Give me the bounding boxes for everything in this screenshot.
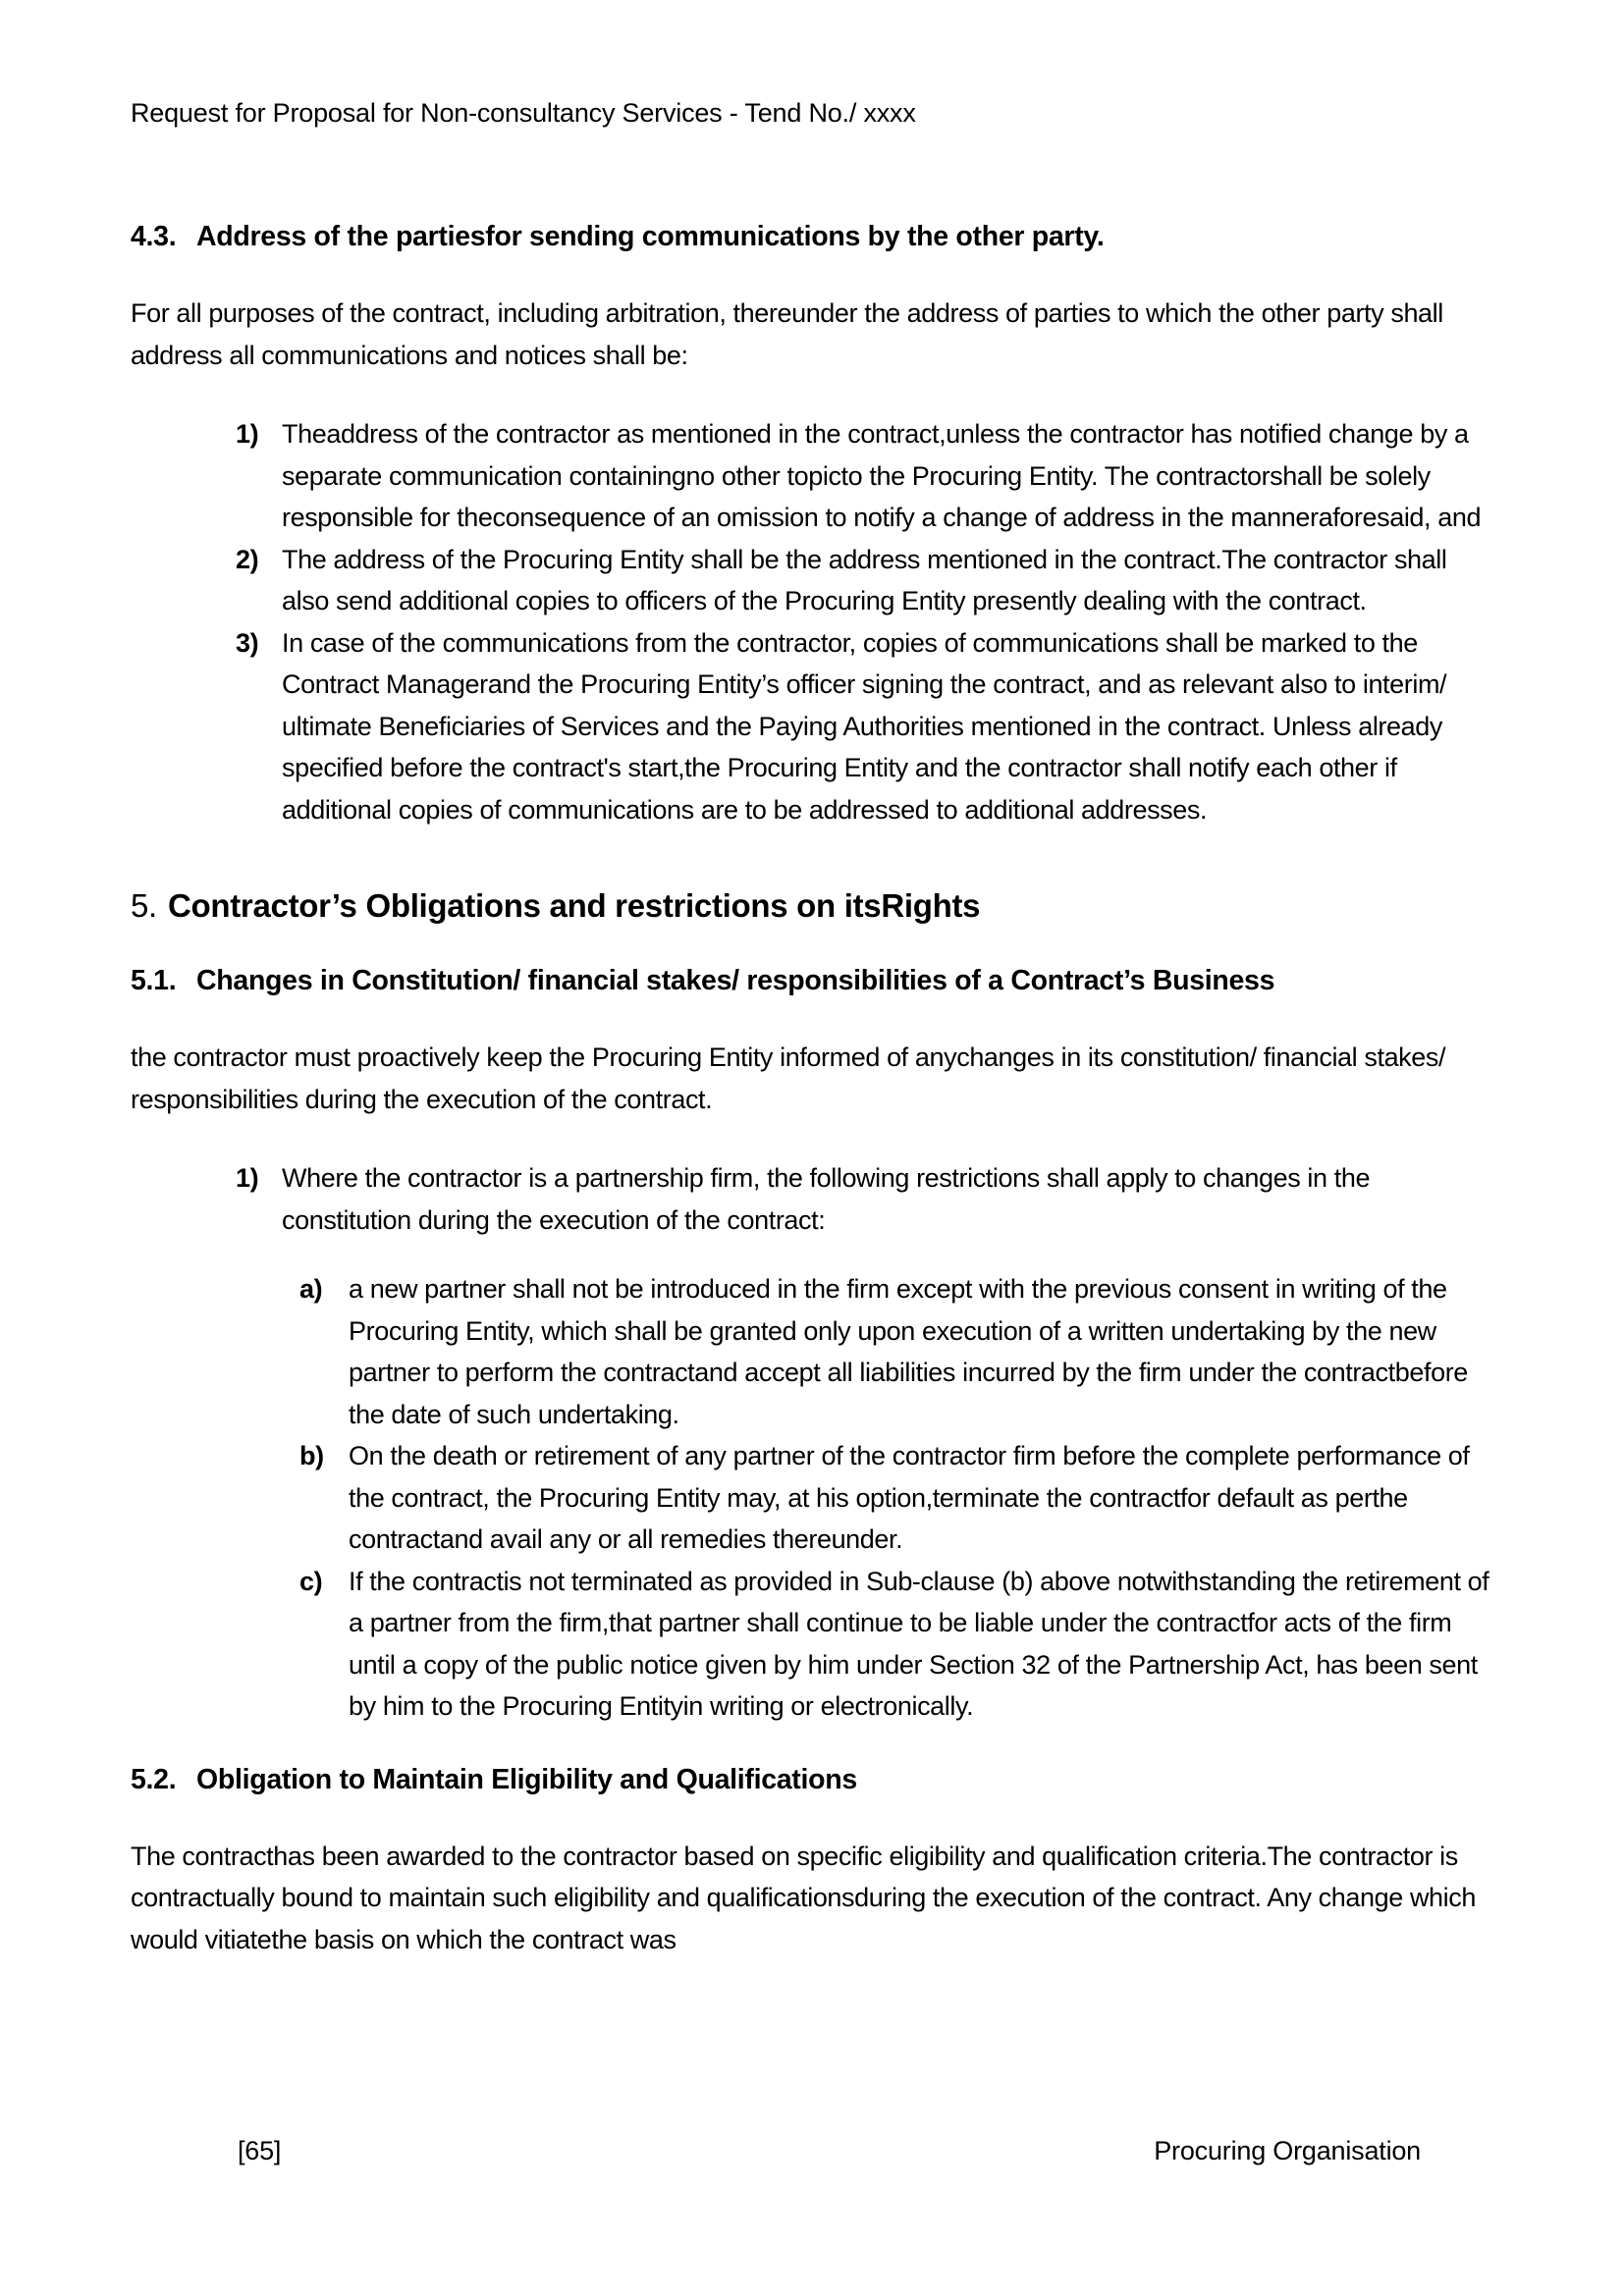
section-heading-5-1 (131, 962, 1494, 999)
numbered-list-5-1 (131, 1157, 1494, 1241)
heading-title: Address of the partiesfor sending communications by the other party. (196, 221, 1105, 252)
list-item (236, 539, 1494, 622)
list-item (299, 1268, 1494, 1435)
list-item-text: On the death or retirement of any partner of the contractor firm before the complete performance of the contract, the Procuring Entity may, at his option,terminate the contractfor default as perthe contractand avail any or all remedies thereunder. (349, 1441, 1470, 1554)
heading-number: 5.1. (131, 965, 177, 996)
list-item-text: a new partner shall not be introduced in the firm except with the previous consent in writing of the Procuring Entity, which shall be granted only upon execution of a written undertaking by the new partner to perform the contractand accept all liabilities incurred by the firm under the contractbefore the date of such undertaking. (349, 1274, 1468, 1429)
list-marker: 3) (236, 627, 259, 658)
section-heading-5-2 (131, 1761, 1494, 1798)
list-item-text: In case of the communications from the contractor, copies of communications shall be marked to the Contract Managerand the Procuring Entity’s officer signing the contract, and as relevant also to interim/ ultimate Beneficiaries of Services and the Paying Authorities mentioned in the contract. Unless already specified before the contract's start,the Procuring Entity and the contractor shall notify each other if additional copies of communications are to be addressed to additional addresses. (282, 627, 1447, 825)
chapter-heading-5 (131, 885, 1494, 927)
heading-number: 4.3. (131, 221, 177, 252)
heading-number: 5. (131, 887, 157, 924)
list-marker: 1) (236, 419, 259, 449)
list-item-text: If the contractis not terminated as provided in Sub-clause (b) above notwithstanding the retirement of a partner from the firm,that partner shall continue to be liable under the contractfor acts of the firm until a copy of the public notice given by him under Section 32 of the Partnership Act, has been sent by him to the Procuring Entityin writing or electronically. (349, 1566, 1489, 1721)
paragraph-5-1-intro: the contractor must proactively keep the Procuring Entity informed of anychanges in its constitution/ financial stakes/ responsibilities during the execution of the contract. (131, 1042, 1446, 1114)
lettered-sublist-5-1 (131, 1268, 1494, 1728)
footer-organisation: Procuring Organisation (1154, 2136, 1421, 2165)
heading-title: Obligation to Maintain Eligibility and Qualifications (196, 1763, 857, 1795)
page-header-text: Request for Proposal for Non-consultancy Services - Tend No./ xxxx (131, 98, 916, 128)
list-marker: a) (299, 1274, 323, 1304)
heading-number: 5.2. (131, 1763, 177, 1795)
list-item-text: The address of the Procuring Entity shall be the address mentioned in the contract.The contractor shall also send additional copies to officers of the Procuring Entity presently dealing with the contract. (282, 544, 1447, 615)
heading-title: Contractor’s Obligations and restrictions on itsRights (168, 887, 981, 924)
list-marker: 1) (236, 1163, 259, 1193)
list-item (236, 622, 1494, 831)
list-item (236, 413, 1494, 539)
list-item (299, 1435, 1494, 1561)
list-marker: b) (299, 1441, 324, 1470)
heading-title: Changes in Constitution/ financial stakes/ responsibilities of a Contract’s Business (196, 965, 1275, 996)
list-marker: 2) (236, 544, 259, 574)
list-item (299, 1561, 1494, 1728)
numbered-list-4-3 (131, 413, 1494, 830)
section-heading-4-3 (131, 218, 1494, 255)
page-footer (238, 2136, 1421, 2165)
list-item-text: Theaddress of the contractor as mentioned in the contract,unless the contractor has notified change by a separate communication containingno other topicto the Procuring Entity. The contractorshall be solely responsible for theconsequence of an omission to notify a change of address in the manneraforesaid, and (282, 419, 1482, 532)
page-number: [65] (238, 2136, 282, 2165)
list-item (236, 1157, 1494, 1241)
list-item-text: Where the contractor is a partnership firm, the following restrictions shall apply to changes in the constitution during the execution of the contract: (282, 1163, 1371, 1235)
paragraph-4-3-intro: For all purposes of the contract, including arbitration, thereunder the address of parties to which the other party shall address all communications and notices shall be: (131, 298, 1443, 370)
paragraph-5-2-intro: The contracthas been awarded to the contractor based on specific eligibility and qualification criteria.The contractor is contractually bound to maintain such eligibility and qualificationsduring the execution of the contract. Any change which would vitiatethe basis on which the contract was (131, 1841, 1476, 1954)
list-marker: c) (299, 1566, 323, 1596)
